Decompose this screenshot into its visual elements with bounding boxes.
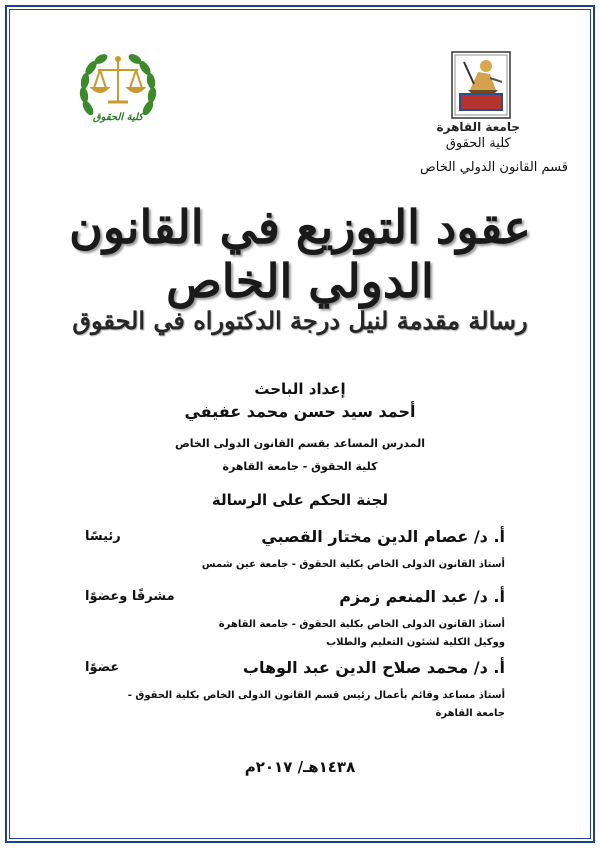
- faculty-name: كلية الحقوق: [445, 136, 511, 151]
- department-name: قسم القانون الدولي الخاص: [420, 160, 568, 175]
- thesis-subtitle: رسالة مقدمة لنيل درجة الدكتوراه في الحقوق: [72, 306, 528, 335]
- university-emblem-icon: [450, 50, 512, 120]
- thesis-title: عقود التوزيع في القانون الدولي الخاص: [69, 200, 531, 308]
- committee-member: [85, 527, 505, 574]
- researcher-name: أحمد سيد حسن محمد عفيفي: [184, 402, 416, 421]
- university-name: جامعة القاهرة: [436, 120, 520, 134]
- member-description-line: جامعة القاهرة: [435, 708, 505, 719]
- thesis-date: ١٤٣٨هـ/ ٢٠١٧م: [244, 758, 356, 776]
- researcher-label: إعداد الباحث: [254, 380, 346, 398]
- researcher-faculty: كلية الحقوق - جامعة القاهرة: [222, 460, 378, 473]
- committee-member: [85, 587, 505, 652]
- researcher-role: المدرس المساعد بقسم القانون الدولى الخاص: [174, 437, 426, 450]
- member-name: أ. د/ محمد صلاح الدين عبد الوهاب: [242, 658, 505, 677]
- faculty-of-law-logo: [78, 50, 158, 132]
- committee-title: لجنة الحكم على الرسالة: [211, 491, 389, 509]
- member-role: رئيسًا: [85, 529, 121, 544]
- institution-block: [437, 120, 520, 151]
- member-name: أ. د/ عصام الدين مختار القصبي: [261, 527, 505, 546]
- member-role: عضوًا: [85, 660, 120, 675]
- member-name: أ. د/ عبد المنعم زمزم: [339, 587, 505, 606]
- member-description: [85, 616, 505, 652]
- cairo-university-logo: [450, 50, 512, 120]
- logo-caption: كلية الحقوق: [92, 112, 144, 123]
- member-description: [85, 556, 505, 574]
- member-role: مشرفًا وعضوًا: [85, 589, 175, 604]
- member-description-line: أستاذ القانون الدولى الخاص بكلية الحقوق - جامعة عين شمس: [201, 559, 505, 570]
- member-description: [85, 687, 505, 723]
- committee-member: [85, 658, 505, 723]
- member-description-line: أستاذ مساعد وقائم بأعمال رئيس قسم القانون الدولى الخاص بكلية الحقوق -: [127, 690, 505, 701]
- member-description-line: أستاذ القانون الدولى الخاص بكلية الحقوق - جامعة القاهرة: [218, 619, 505, 630]
- member-description-line: ووكيل الكلية لشئون التعليم والطلاب: [326, 637, 505, 648]
